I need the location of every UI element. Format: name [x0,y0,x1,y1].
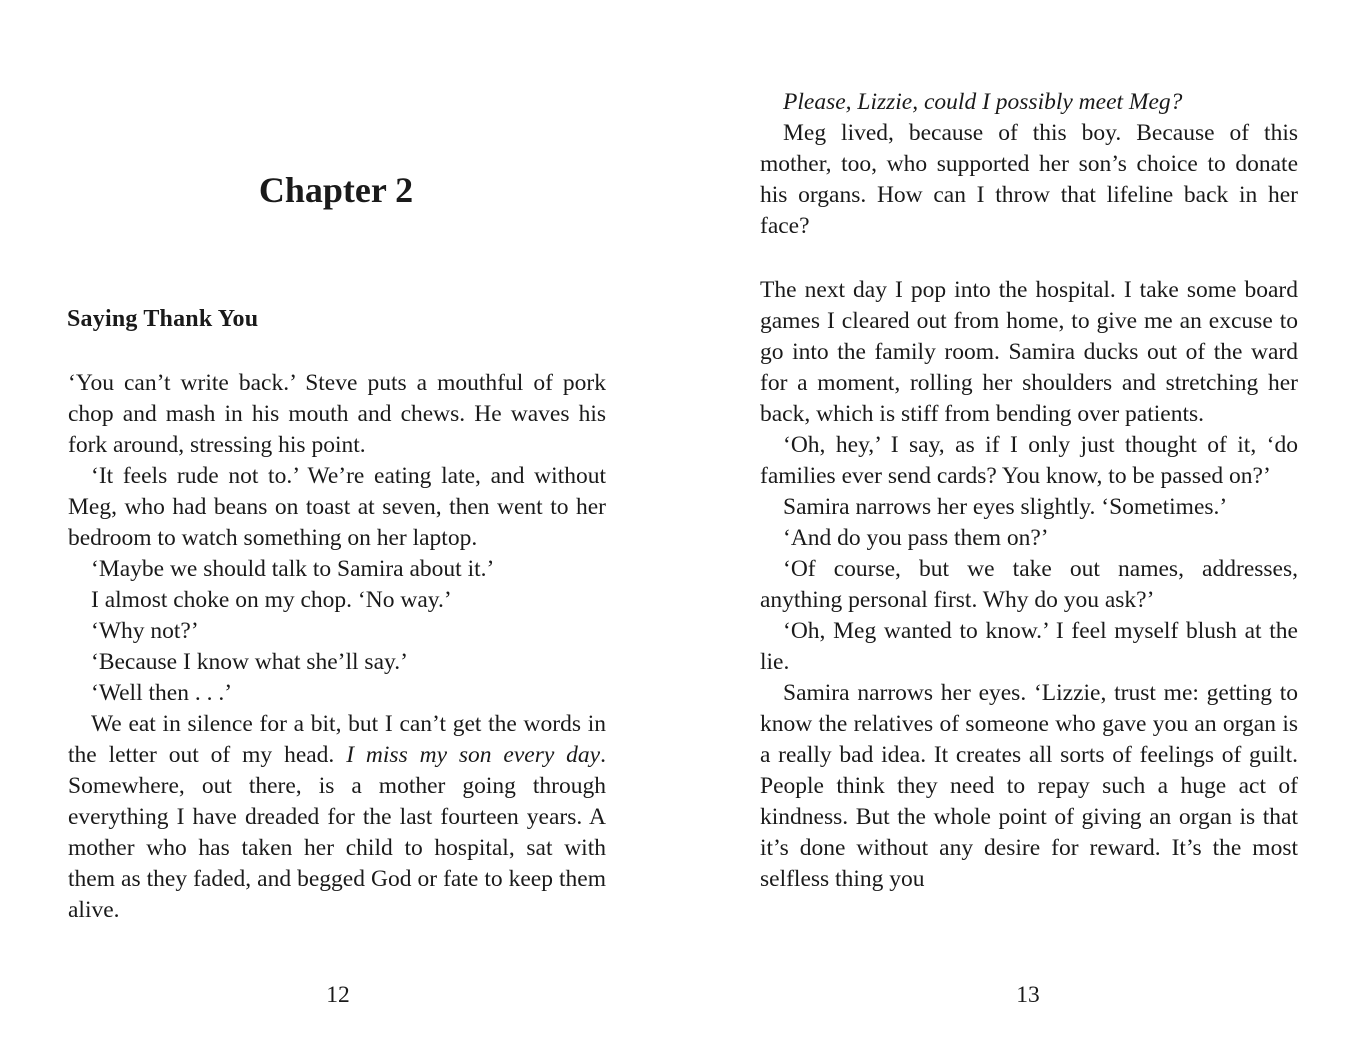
text-run: ‘Oh, Meg wanted to know.’ I feel myself blush at the lie. [760,618,1298,675]
paragraph [760,275,1298,430]
text-run: ‘Of course, but we take out names, addresses, anything personal first. Why do you ask?’ [760,556,1298,613]
paragraph [760,523,1298,554]
paragraph [760,430,1298,492]
left-page-body [68,368,606,926]
text-run: Samira narrows her eyes slightly. ‘Sometimes.’ [783,494,1228,520]
text-run: ‘Because I know what she’ll say.’ [91,649,408,675]
paragraph [68,678,606,709]
text-run: ‘Maybe we should talk to Samira about it.’ [91,556,495,582]
paragraph [760,87,1298,118]
paragraph [760,616,1298,678]
text-run: . Somewhere, out there, is a mother going through everything I have dreaded for the last fourteen years. A mother who has taken her child to hospital, sat with them as they faded, and begged God or fate to keep them alive. [68,742,606,923]
paragraph [68,585,606,616]
section-heading: Saying Thank You [67,306,259,332]
right-page-body-bottom [760,275,1298,895]
paragraph [68,368,606,461]
text-run: We eat in silence for a bit, but I can’t get the words in the letter out of my head. [68,711,606,768]
text-run: Meg lived, because of this boy. Because of this mother, too, who supported her son’s choice to donate his organs. How can I throw that lifeline back in her face? [760,120,1298,239]
italic-text: I miss my son every day [346,742,601,768]
text-run: ‘It feels rude not to.’ We’re eating late, and without Meg, who had beans on toast at seven, then went to her bedroom to watch something on her laptop. [68,463,606,551]
paragraph [760,554,1298,616]
paragraph [68,709,606,926]
text-run: ‘Well then . . .’ [91,680,233,706]
paragraph [68,461,606,554]
italic-text: Please, Lizzie, could I possibly meet Meg? [783,89,1183,115]
text-run: ‘You can’t write back.’ Steve puts a mouthful of pork chop and mash in his mouth and chews. He waves his fork around, stressing his point. [68,370,606,458]
right-page-body-top [760,87,1298,242]
paragraph [760,678,1298,895]
text-run: ‘Oh, hey,’ I say, as if I only just thought of it, ‘do families ever send cards? You know, to be passed on?’ [760,432,1298,489]
paragraph [760,492,1298,523]
text-run: I almost choke on my chop. ‘No way.’ [91,587,452,613]
text-run: Samira narrows her eyes. ‘Lizzie, trust me: getting to know the relatives of someone who gave you an organ is a really bad idea. It creates all sorts of feelings of guilt. People think they need to repay such a huge act of kindness. But the whole point of giving an organ is that it’s done without any desire for reward. It’s the most selfless thing you [760,680,1298,892]
paragraph [68,647,606,678]
page-number-right: 13 [1016,982,1040,1008]
page-number-left: 12 [326,982,350,1008]
paragraph [68,616,606,647]
paragraph [68,554,606,585]
text-run: ‘And do you pass them on?’ [783,525,1049,551]
paragraph [760,118,1298,242]
text-run: ‘Why not?’ [91,618,199,644]
text-run: The next day I pop into the hospital. I take some board games I cleared out from home, to give me an excuse to go into the family room. Samira ducks out of the ward for a moment, rolling her shoulders and stretching her back, which is stiff from bending over patients. [760,277,1298,427]
right-page [684,0,1368,1045]
chapter-title: Chapter 2 [258,170,414,210]
